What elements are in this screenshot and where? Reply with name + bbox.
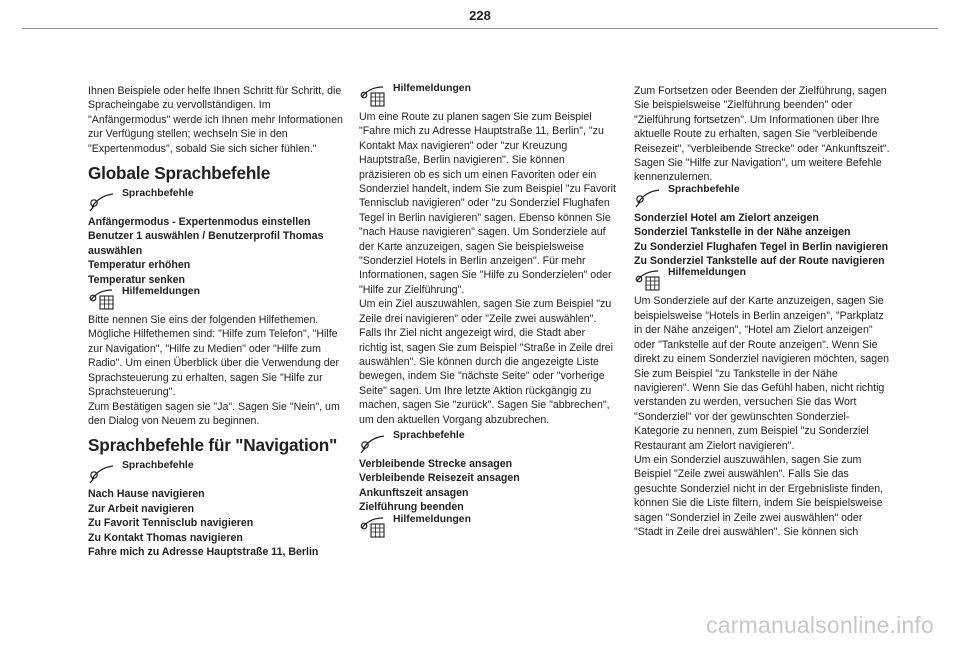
command-line: Fahre mich zu Adresse Hauptstraße 11, Berlin <box>88 545 319 558</box>
help-message-icon <box>359 84 389 108</box>
header-rule <box>22 28 938 29</box>
column-1 <box>88 84 345 559</box>
help-message-icon <box>634 268 664 292</box>
watermark: carmanualsonline.info <box>706 612 934 638</box>
help-label: Hilfemeldungen <box>88 287 345 313</box>
command-line: Temperatur senken <box>88 273 185 286</box>
command-line: Zu Favorit Tennisclub navigieren <box>88 517 254 530</box>
help-text: Zum Bestätigen sagen sie "Ja". Sagen Sie "Nein", um den Dialog von Neuem zu beginnen. <box>88 400 340 427</box>
help-message-icon <box>88 287 118 311</box>
command-line: Temperatur erhöhen <box>88 259 191 272</box>
help-label: Hilfemeldungen <box>359 515 616 541</box>
help-label: Hilfemeldungen <box>359 84 616 110</box>
commands-label: Sprachbefehle <box>88 461 345 487</box>
help-label: Hilfemeldungen <box>634 268 891 294</box>
heading-global-commands: Globale Sprachbefehle <box>88 163 271 184</box>
column-2 <box>359 84 616 541</box>
command-line: Zur Arbeit navigieren <box>88 502 195 515</box>
command-line: Anfängermodus - Expertenmodus einstellen <box>88 216 311 229</box>
help-text: Bitte nennen Sie eins der folgenden Hilfethemen. Mögliche Hilfethemen sind: "Hilfe zum Telefon", "Hilfe zur Navigation", "Hilfe zu Medien" oder "Hilfe zum Radio". Um einen Überblick über die Verwendung der Sprachsteuerung zu erhalten, sagen Sie "Hilfe zur Sprachsteuerung". <box>88 314 340 399</box>
heading-navigation-commands: Sprachbefehle für "Navigation" <box>88 435 338 456</box>
command-line: Zielführung beenden <box>359 501 464 514</box>
intro-text: Ihnen Beispiele oder helfe Ihnen Schritt für Schritt, die Spracheingabe zu vervollständigen. Im "Anfängermodus" werde ich Ihnen mehr Informationen zur Verfügung stellen; wechseln Sie in den "Expertenmodus", sobald Sie sich sicher fühlen." <box>88 85 343 155</box>
voice-command-icon <box>88 189 118 213</box>
help-text: Um ein Sonderziel auszuwählen, sagen Sie zum Beispiel "Zeile zwei auswählen". Falls Sie das gesuchte Sonderziel nicht in der Ergebnisliste finden, können Sie die Liste filtern, indem Sie beispielsweise sagen "Sonderziel in Zeile zwei auswählen" oder "Stadt in Zeile drei auswählen". Sie können sich <box>634 453 884 538</box>
voice-command-icon <box>634 185 664 209</box>
command-line: Zu Sonderziel Flughafen Tegel in Berlin navigieren <box>634 240 889 253</box>
command-line: Zu Kontakt Thomas navigieren <box>88 531 243 544</box>
help-text: Um eine Route zu planen sagen Sie zum Beispiel "Fahre mich zu Adresse Hauptstraße 11, Berlin", "zu Kontakt Max navigieren" oder "zur Kreuzung Hauptstraße, Berlin navigieren". Sie können präzisieren ob es sich um einen Favoriten oder ein Sonderziel handelt, indem Sie zum Beispiel "zu Favorit Tennisclub navigieren" oder "zu Sonderziel Flughafen Tegel in Berlin navigieren" sagen. Ebenso können Sie "nach Hause navigieren" sagen. Um Sonderziele auf der Karte anzuzeigen, sagen Sie beispielsweise "Sonderziel Hotels in Berlin anzeigen". Für mehr Informationen, sagen Sie "Hilfe zu Sonderzielen" oder "Hilfe zur Zielführung". <box>359 111 616 296</box>
intro-text: Zum Fortsetzen oder Beenden der Zielführung, sagen Sie beispielsweise "Zielführung beenden" oder "Zielführung fortsetzen". Um Informationen über Ihre aktuelle Route zu erhalten, sagen Sie "verbleibende Reisezeit", "verbleibende Strecke" oder "Ankunftszeit". Sagen Sie "Hilfe zur Navigation", um weitere Befehle kennenzulernen. <box>634 85 890 184</box>
command-line: Sonderziel Hotel am Zielort anzeigen <box>634 211 819 224</box>
help-text: Um Sonderziele auf der Karte anzuzeigen, sagen Sie beispielsweise "Hotels in Berlin anzeigen", "Parkplatz in der Nähe anzeigen", "Hotel am Zielort anzeigen" oder "Tankstelle auf der Route anzeigen". Wenn Sie direkt zu einem Sonderziel navigieren möchten, sagen Sie zum Beispiel "zu Tankstelle in der Nähe navigieren". Wenn Sie das Gefühl haben, nicht richtig verstanden zu werden, versuchen Sie das Wort "Sonderziel" vor der gewünschten Sonderziel-Kategorie zu nennen, zum Beispiel "zu Sonderziel Restaurant am Zielort navigieren". <box>634 295 889 452</box>
help-message-icon <box>359 515 389 539</box>
command-line: Zu Sonderziel Tankstelle auf der Route navigieren <box>634 255 885 268</box>
page-number: 228 <box>469 8 491 23</box>
column-3 <box>634 84 891 539</box>
command-line: Verbleibende Strecke ansagen <box>359 457 513 470</box>
command-line: Benutzer 1 auswählen / Benutzerprofil Thomas auswählen <box>88 230 324 257</box>
command-line: Verbleibende Reisezeit ansagen <box>359 472 520 485</box>
voice-command-icon <box>88 461 118 485</box>
help-text: Um ein Ziel auszuwählen, sagen Sie zum Beispiel "zu Zeile drei navigieren" oder "Zeile zwei auswählen". Falls Ihr Ziel nicht angezeigt wird, die Stadt aber richtig ist, sagen Sie zum Beispiel "Straße in Zeile drei auswählen". Sie können durch die angezeigte Liste bewegen, indem Sie "nächste Seite" oder "vorherige Seite" sagen. Um Ihre letzte Aktion rückgängig zu machen, sagen Sie "zurück". Sagen Sie "abbrechen", um den aktuellen Vorgang abzubrechen. <box>359 298 613 426</box>
command-line: Nach Hause navigieren <box>88 488 205 501</box>
command-line: Sonderziel Tankstelle in der Nähe anzeigen <box>634 226 851 239</box>
voice-command-icon <box>359 431 389 455</box>
commands-label: Sprachbefehle <box>634 185 891 211</box>
commands-label: Sprachbefehle <box>88 189 345 215</box>
commands-label: Sprachbefehle <box>359 431 616 457</box>
command-line: Ankunftszeit ansagen <box>359 486 469 499</box>
